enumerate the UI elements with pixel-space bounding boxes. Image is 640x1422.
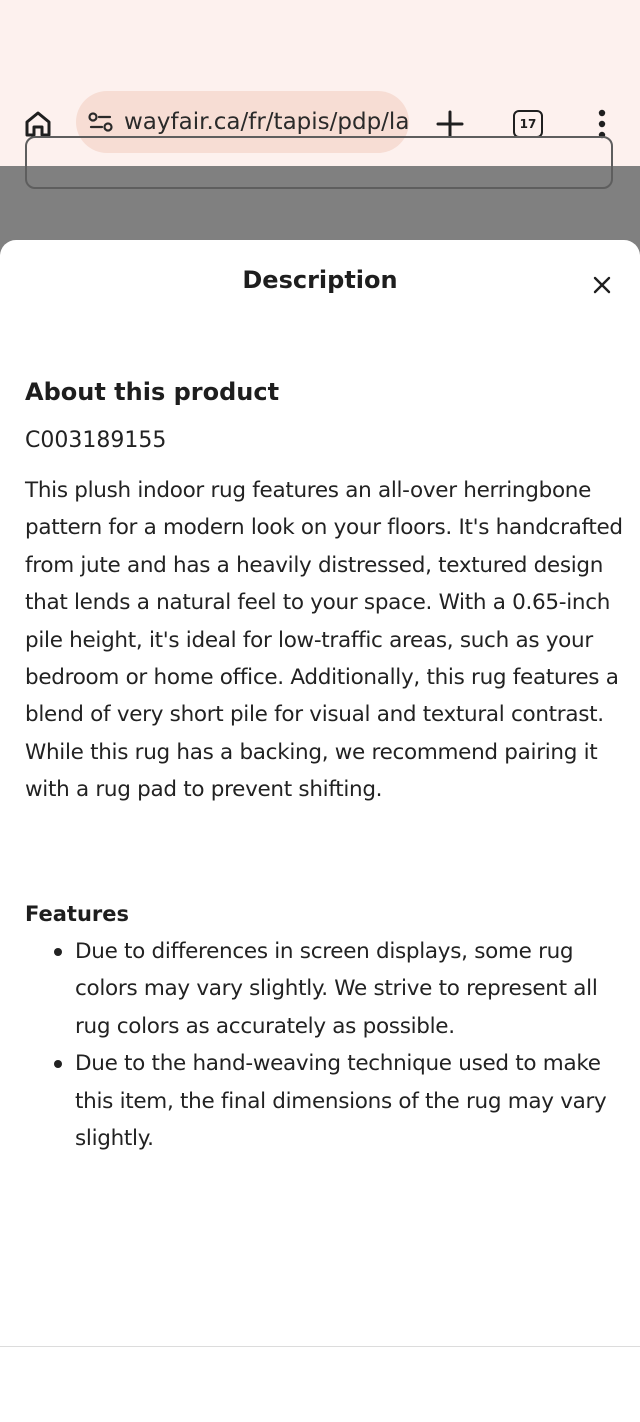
footer-divider <box>0 1346 640 1347</box>
sheet-title: Description <box>242 266 398 294</box>
feature-text: Due to the hand-weaving technique used to make this item, the final dimensions of the rug may vary slightly. <box>75 1051 607 1152</box>
feature-item <box>25 1045 623 1157</box>
features-list <box>25 933 623 1157</box>
tab-switcher-icon: 17 <box>513 110 543 138</box>
bullet-icon <box>54 1060 62 1068</box>
home-icon <box>23 109 53 139</box>
plus-icon <box>435 109 465 139</box>
bullet-icon <box>54 948 62 956</box>
about-product-heading: About this product <box>25 378 280 406</box>
status-bar <box>0 0 640 78</box>
close-icon <box>593 276 611 294</box>
close-button[interactable] <box>582 268 622 302</box>
more-vert-icon <box>597 109 607 139</box>
features-heading: Features <box>25 902 129 926</box>
url-text[interactable]: wayfair.ca/fr/tapis/pdp/la <box>124 109 409 135</box>
site-settings-icon[interactable] <box>88 109 114 135</box>
description-sheet <box>0 240 640 1422</box>
product-code: C003189155 <box>25 428 167 453</box>
underlying-page-field <box>25 136 613 189</box>
feature-item <box>25 933 623 1045</box>
product-description: This plush indoor rug features an all-over herringbone pattern for a modern look on your floors. It's handcrafted from jute and has a heavily distressed, textured design that lends a natural feel to your space. With a 0.65-inch pile height, it's ideal for low-traffic areas, such as your bedroom or home office. Additionally, this rug features a blend of very short pile for visual and textural contrast. While this rug has a backing, we recommend pairing it with a rug pad to prevent shifting. <box>25 478 623 803</box>
feature-text: Due to differences in screen displays, some rug colors may vary slightly. We strive to represent all rug colors as accurately as possible. <box>75 939 598 1039</box>
